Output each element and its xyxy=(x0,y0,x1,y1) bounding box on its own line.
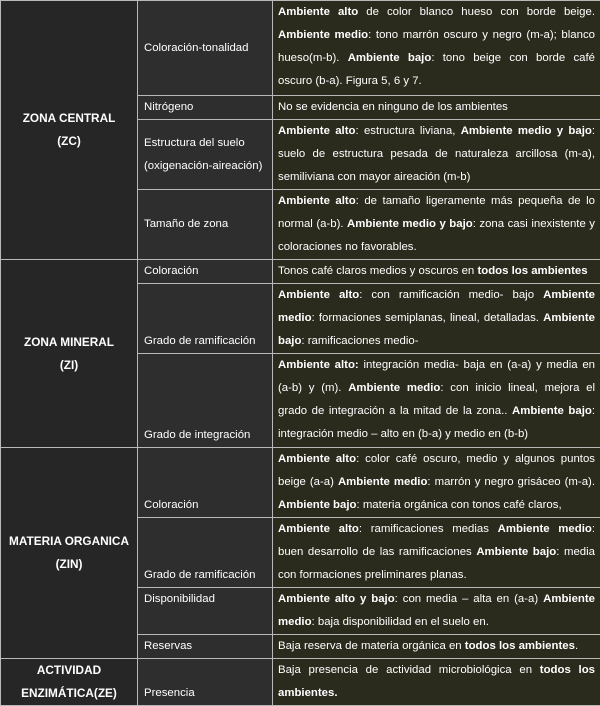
description-cell xyxy=(273,659,600,706)
zone-enzymatic-label: ACTIVIDAD xyxy=(5,659,133,682)
bold-text-segment: Ambiente medio y bajo xyxy=(461,125,592,137)
bold-text-segment: Ambiente bajo xyxy=(512,405,592,417)
text-segment: : con ramificación medio- bajo xyxy=(359,289,543,301)
text-segment: de color blanco hueso con borde beige. xyxy=(358,6,595,18)
zone-central-code: (ZC) xyxy=(5,130,133,153)
bold-text-segment: Ambiente alto xyxy=(278,289,359,301)
zone-organic-code: (ZIN) xyxy=(5,553,133,576)
attribute-cell: Reservas xyxy=(138,635,273,659)
bold-text-segment: Ambiente bajo xyxy=(278,312,595,347)
table-row xyxy=(1,1,600,96)
description-cell xyxy=(273,354,600,448)
text-segment: : marrón y negro grisáceo (m-a). xyxy=(427,476,595,488)
description-cell xyxy=(273,284,600,354)
bold-text-segment: Ambiente alto xyxy=(278,195,356,207)
zone-organic-cell xyxy=(1,448,138,659)
text-segment: : integración medio – alto en (b-a) y medio en (b-b) xyxy=(278,405,595,440)
description-cell xyxy=(273,260,600,284)
text-segment: Baja presencia de actividad microbiológica en xyxy=(278,664,540,676)
attribute-cell: Coloración-tonalidad xyxy=(138,1,273,96)
table-row xyxy=(1,659,600,706)
bold-text-segment: Ambiente medio xyxy=(278,289,595,324)
text-segment: integración media- baja en (a-a) y media en (a-b) y (m). xyxy=(278,359,595,394)
description-cell xyxy=(273,1,600,96)
text-segment: : tono marrón oscuro y negro (m-a); blanco hueso(m-b). xyxy=(278,29,595,64)
attribute-cell: Disponibilidad xyxy=(138,588,273,635)
description-cell xyxy=(273,518,600,588)
attribute-cell: Estructura del suelo (oxigenación-aireación) xyxy=(138,120,273,190)
bold-text-segment: Ambiente alto: xyxy=(278,359,359,371)
description-cell xyxy=(273,635,600,659)
bold-text-segment: Ambiente alto y bajo xyxy=(278,593,395,605)
bold-text-segment: Ambiente alto xyxy=(278,6,358,18)
text-segment: : ramificaciones medias xyxy=(359,523,498,535)
text-segment: : baja disponibilidad en el suelo en. xyxy=(312,616,489,628)
text-segment: : materia orgánica con tonos café claros, xyxy=(356,499,561,511)
bold-text-segment: Ambiente medio xyxy=(348,382,440,394)
description-cell xyxy=(273,190,600,260)
zone-mineral-code: (ZI) xyxy=(5,354,133,377)
bold-text-segment: todos los ambientes xyxy=(465,640,575,652)
text-segment: No se evidencia en ninguno de los ambientes xyxy=(278,101,508,113)
bold-text-segment: todos los ambientes. xyxy=(278,664,595,699)
text-segment: : con inicio lineal, mejora el grado de integración a la mitad de la zona.. xyxy=(278,382,595,417)
attribute-cell: Grado de integración xyxy=(138,354,273,448)
bold-text-segment: todos los ambientes xyxy=(477,265,587,277)
bold-text-segment: Ambiente medio xyxy=(338,476,427,488)
attribute-cell: Coloración xyxy=(138,260,273,284)
bold-text-segment: Ambiente bajo xyxy=(476,546,556,558)
description-cell xyxy=(273,588,600,635)
text-segment: Tonos café claros medios y oscuros en xyxy=(278,265,477,277)
bold-text-segment: Ambiente alto xyxy=(278,523,359,535)
text-segment: : con media – alta en (a-a) xyxy=(395,593,543,605)
zone-enzymatic-cell xyxy=(1,659,138,706)
table-row xyxy=(1,260,600,284)
text-segment: : tono beige con borde café oscuro (b-a). Figura 5, 6 y 7. xyxy=(278,52,595,87)
zone-mineral-cell xyxy=(1,260,138,448)
table-row xyxy=(1,448,600,518)
text-segment: : de tamaño ligeramente más pequeña de lo normal (a-b). xyxy=(278,195,595,230)
bold-text-segment: Ambiente medio y bajo xyxy=(347,218,473,230)
zone-organic-label: MATERIA ORGANICA xyxy=(5,530,133,553)
text-segment: : ramificaciones medio- xyxy=(301,335,418,347)
text-segment: : suelo de estructura pesada de naturaleza arcillosa (m-a), semiliviana con mayor aireación (m-b) xyxy=(278,125,595,183)
attribute-cell: Coloración xyxy=(138,448,273,518)
bold-text-segment: Ambiente alto xyxy=(278,453,356,465)
zone-central-cell xyxy=(1,1,138,260)
text-segment: : color café oscuro, medio y algunos puntos beige (a-a) xyxy=(278,453,595,488)
text-segment: : media con formaciones preliminares planas. xyxy=(278,546,595,581)
bold-text-segment: Ambiente medio xyxy=(498,523,592,535)
attribute-cell: Nitrógeno xyxy=(138,96,273,120)
bold-text-segment: Ambiente medio xyxy=(278,29,368,41)
text-segment: : buen desarrollo de las ramificaciones xyxy=(278,523,595,558)
bold-text-segment: Ambiente bajo xyxy=(278,499,356,511)
text-segment: . xyxy=(575,640,578,652)
text-segment: Baja reserva de materia orgánica en xyxy=(278,640,465,652)
description-cell xyxy=(273,96,600,120)
bold-text-segment: Ambiente medio xyxy=(278,593,595,628)
description-cell xyxy=(273,120,600,190)
attribute-cell: Presencia xyxy=(138,659,273,706)
text-segment: : formaciones semiplanas, lineal, detalladas. xyxy=(312,312,544,324)
zone-central-label: ZONA CENTRAL xyxy=(5,107,133,130)
description-cell xyxy=(273,448,600,518)
bold-text-segment: Ambiente alto xyxy=(278,125,355,137)
attribute-cell: Grado de ramificación xyxy=(138,518,273,588)
text-segment: : estructura liviana, xyxy=(355,125,460,137)
bold-text-segment: Ambiente bajo xyxy=(348,52,432,64)
zone-mineral-label: ZONA MINERAL xyxy=(5,331,133,354)
attribute-cell: Tamaño de zona xyxy=(138,190,273,260)
text-segment: : zona casi inexistente y coloraciones no favorables. xyxy=(278,218,595,253)
zone-enzymatic-code: ENZIMÁTICA(ZE) xyxy=(5,682,133,705)
attribute-cell: Grado de ramificación xyxy=(138,284,273,354)
